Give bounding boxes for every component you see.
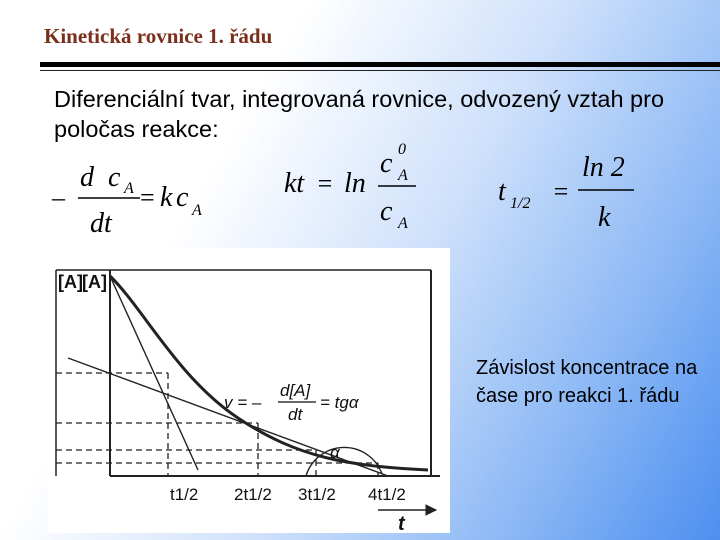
integrated-equation — [282, 140, 432, 236]
title-rule — [40, 62, 720, 67]
rate-denominator: dt — [288, 405, 303, 424]
y-axis-label: [A] — [58, 272, 83, 292]
slide-title: Kinetická rovnice 1. řádu — [44, 24, 273, 48]
numerator-c: c — [108, 162, 121, 193]
equals-sign: = — [316, 169, 334, 198]
rate-numerator: d[A] — [280, 381, 311, 400]
angle-label: α — [330, 443, 340, 462]
tick-label-1: t1/2 — [170, 485, 199, 504]
t-symbol: t — [498, 176, 506, 207]
ln-label: ln — [344, 168, 366, 199]
denominator-sub: A — [398, 215, 408, 232]
rate-k: k — [160, 182, 173, 213]
numerator-sub: A — [398, 167, 408, 184]
minus-sign: – — [52, 183, 65, 212]
denominator: dt — [90, 208, 112, 239]
intro-text: Diferenciální tvar, integrovaná rovnice, odvozený vztah pro poločas reakce: — [54, 86, 665, 142]
equals-sign: = — [140, 183, 155, 212]
tick-label-4: 4t1/2 — [368, 485, 406, 504]
figure-caption: Závislost koncentrace na čase pro reakci 1. řádu — [476, 357, 698, 407]
rate-c: c — [176, 182, 189, 213]
rate-label: v = – — [224, 393, 262, 412]
y-axis-label-initial: [A] — [82, 272, 107, 292]
rate-sub: A — [192, 202, 202, 219]
numerator-d: d — [80, 162, 94, 193]
numerator-ln2: ln 2 — [582, 152, 625, 183]
tick-label-2: 2t1/2 — [234, 485, 272, 504]
tick-label-3: 3t1/2 — [298, 485, 336, 504]
numerator-sub: A — [124, 180, 134, 197]
differential-equation — [48, 156, 228, 242]
decay-figure — [48, 248, 450, 533]
title-rule-thin — [40, 70, 720, 71]
t-subscript: 1/2 — [510, 195, 531, 212]
numerator-c: c — [380, 148, 393, 179]
lhs-kt: kt — [284, 168, 305, 199]
denominator-k: k — [598, 202, 611, 232]
numerator-sup: 0 — [398, 141, 406, 158]
half-life-equation — [494, 148, 644, 232]
x-axis-label: t — [398, 513, 405, 533]
rate-rhs: = tgα — [320, 393, 359, 412]
denominator-c: c — [380, 196, 393, 227]
equals-sign: = — [552, 177, 570, 206]
